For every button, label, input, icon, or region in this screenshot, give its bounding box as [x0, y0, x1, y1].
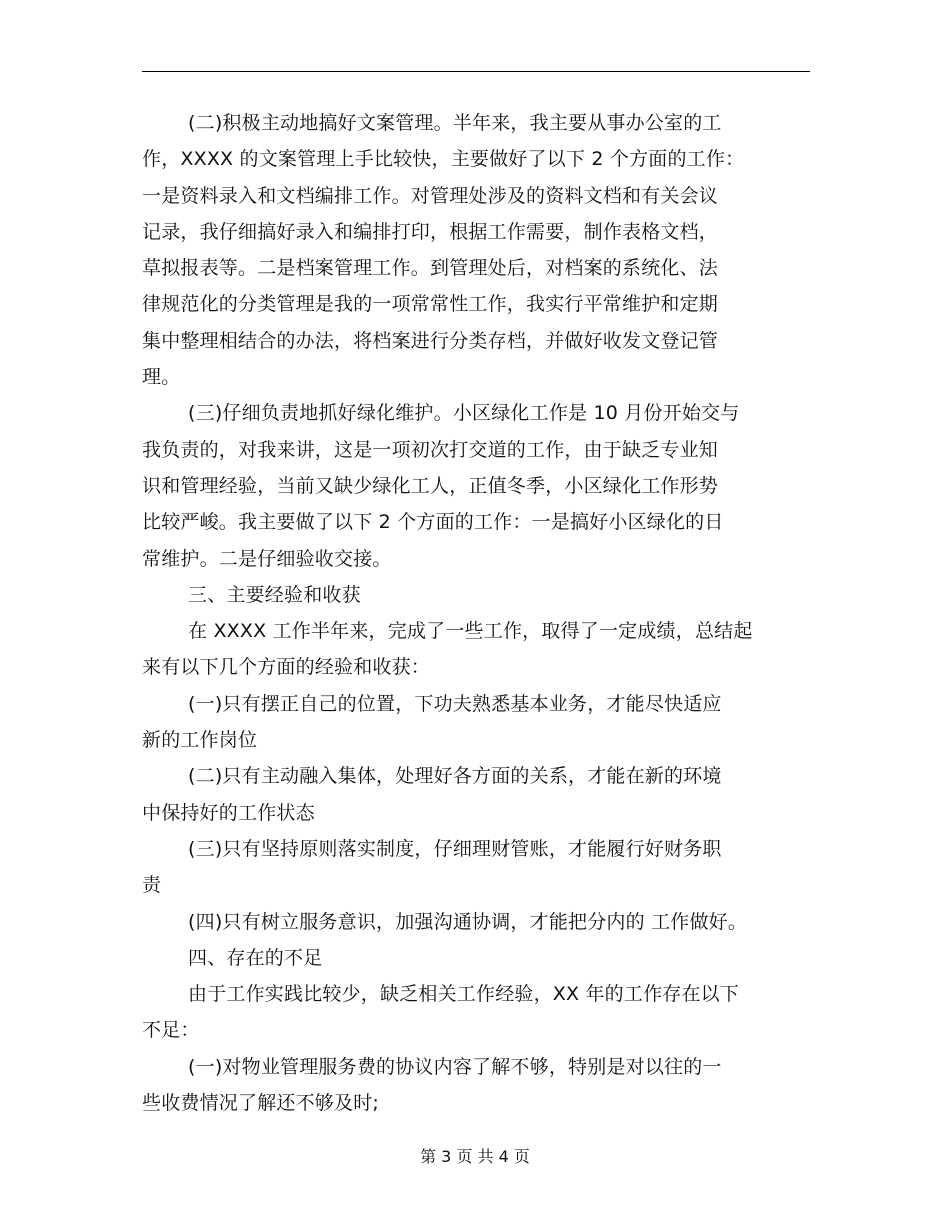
text-line: 常维护。二是仔细验收交接。	[142, 547, 392, 570]
text-line: 新的工作岗位	[142, 729, 258, 752]
text-line: 在 XXXX 工作半年来，完成了一些工作，取得了一定成绩，总结起	[188, 620, 753, 643]
text-line: 由于工作实践比较少，缺乏相关工作经验，XX 年的工作存在以下	[188, 983, 740, 1006]
text-line: (二)只有主动融入集体，处理好各方面的关系，才能在新的环境	[188, 765, 722, 788]
text-line: 不足：	[142, 1019, 200, 1042]
document-body	[142, 105, 822, 1121]
text-line: 记录，我仔细搞好录入和编排打印，根据工作需要，制作表格文档，	[142, 220, 719, 243]
text-line: 中保持好的工作状态	[142, 801, 315, 824]
text-line: (一)只有摆正自己的位置，下功夫熟悉基本业务，才能尽快适应	[188, 692, 722, 715]
text-line: (三)仔细负责地抓好绿化维护。小区绿化工作是 10 月份开始交与	[188, 402, 740, 425]
text-line: 作，XXXX 的文案管理上手比较快，主要做好了以下 2 个方面的工作：	[142, 148, 745, 171]
text-line: 来有以下几个方面的经验和收获：	[142, 656, 431, 679]
header-rule	[142, 71, 810, 72]
text-line: 我负责的，对我来讲，这是一项初次打交道的工作，由于缺乏专业知	[142, 438, 719, 461]
text-line: 律规范化的分类管理是我的一项常常性工作，我实行平常维护和定期	[142, 293, 719, 316]
text-line: 责	[142, 874, 162, 897]
text-line: 三、主要经验和收获	[188, 583, 361, 606]
text-line: (三)只有坚持原则落实制度，仔细理财管账，才能履行好财务职	[188, 837, 722, 860]
text-line: (四)只有树立服务意识，加强沟通协调，才能把分内的 工作做好。	[188, 910, 748, 933]
text-line: 四、存在的不足	[188, 946, 323, 969]
text-line: 比较严峻。我主要做了以下 2 个方面的工作：一是搞好小区绿化的日	[142, 511, 724, 534]
text-line: (一)对物业管理服务费的协议内容了解不够，特别是对以往的一	[188, 1055, 722, 1078]
text-line: 识和管理经验，当前又缺少绿化工人，正值冬季，小区绿化工作形势	[142, 474, 719, 497]
page-footer: 第 3 页 共 4 页	[420, 1147, 530, 1166]
text-line: 集中整理相结合的办法，将档案进行分类存档，并做好收发文登记管	[142, 329, 719, 352]
text-line: 些收费情况了解还不够及时;	[142, 1092, 380, 1115]
text-line: 一是资料录入和文档编排工作。对管理处涉及的资料文档和有关会议	[142, 184, 719, 207]
text-line: 理。	[142, 366, 181, 389]
text-line: (二)积极主动地搞好文案管理。半年来，我主要从事办公室的工	[188, 112, 722, 134]
text-line: 草拟报表等。二是档案管理工作。到管理处后，对档案的系统化、法	[142, 257, 719, 280]
